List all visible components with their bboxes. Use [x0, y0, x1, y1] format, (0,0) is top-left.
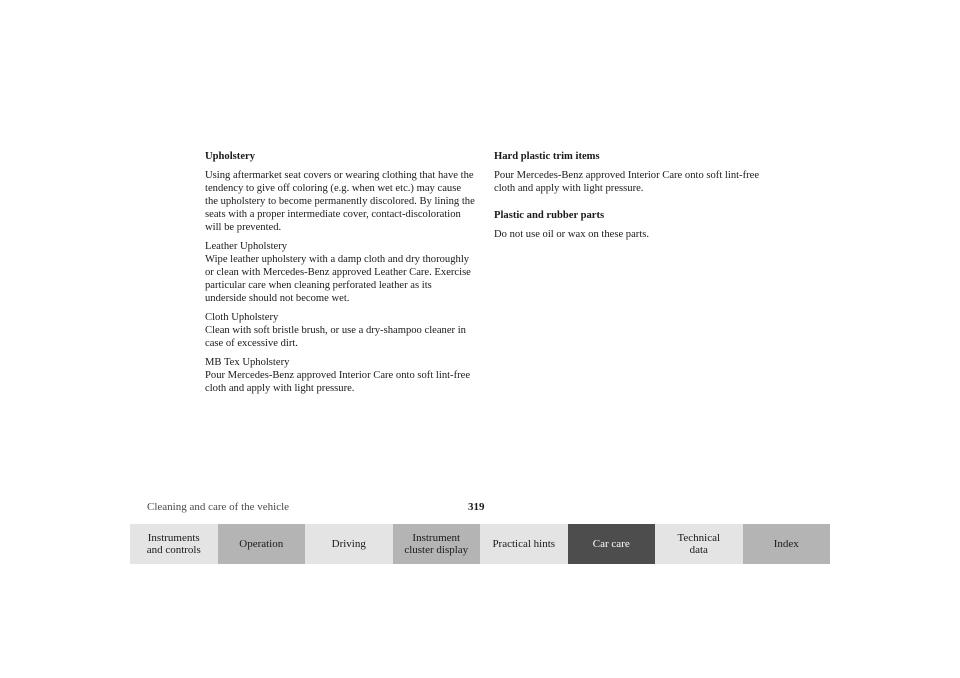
plastic-rubber-text: Do not use oil or wax on these parts. [494, 229, 650, 240]
hard-plastic-heading: Hard plastic trim items [494, 151, 600, 162]
tab-operation[interactable]: Operation [218, 524, 306, 564]
tab-index[interactable]: Index [743, 524, 831, 564]
tab-practical-hints[interactable]: Practical hints [480, 524, 568, 564]
right-column [494, 150, 764, 255]
chapter-tab-bar [130, 524, 830, 564]
leather-text: Wipe leather upholstery with a damp cloth and dry thoroughly or clean with Mercedes-Benz approved Leather Care. Exercise particular care when cleaning perforated leather as its underside should not become wet. [205, 254, 471, 304]
tab-instruments-and-controls[interactable]: Instruments and controls [130, 524, 218, 564]
mbtex-title: MB Tex Upholstery [205, 357, 290, 368]
tab-instrument-cluster-display[interactable]: Instrument cluster display [393, 524, 481, 564]
tab-driving[interactable]: Driving [305, 524, 393, 564]
section-title: Cleaning and care of the vehicle [147, 501, 290, 513]
leather-section [205, 240, 475, 305]
page-number: 319 [468, 501, 485, 513]
cloth-title: Cloth Upholstery [205, 312, 279, 323]
left-column [205, 150, 475, 401]
tab-technical-data[interactable]: Technical data [655, 524, 743, 564]
hard-plastic-text: Pour Mercedes-Benz approved Interior Care onto soft lint-free cloth and apply with light pressure. [494, 170, 760, 194]
cloth-text: Clean with soft bristle brush, or use a dry-shampoo cleaner in case of excessive dirt. [205, 325, 466, 349]
plastic-rubber-heading: Plastic and rubber parts [494, 210, 605, 221]
upholstery-intro: Using aftermarket seat covers or wearing clothing that have the tendency to give off coloring (e.g. when wet etc.) may cause the upholstery to become permanently discolored. By lining the seats with a proper intermediate cover, contact-discoloration will be prevented. [205, 170, 475, 233]
mbtex-section [205, 356, 475, 395]
upholstery-heading: Upholstery [205, 151, 256, 162]
tab-car-care[interactable]: Car care [568, 524, 656, 564]
cloth-section [205, 311, 475, 350]
mbtex-text: Pour Mercedes-Benz approved Interior Care onto soft lint-free cloth and apply with light pressure. [205, 370, 471, 394]
leather-title: Leather Upholstery [205, 241, 288, 252]
